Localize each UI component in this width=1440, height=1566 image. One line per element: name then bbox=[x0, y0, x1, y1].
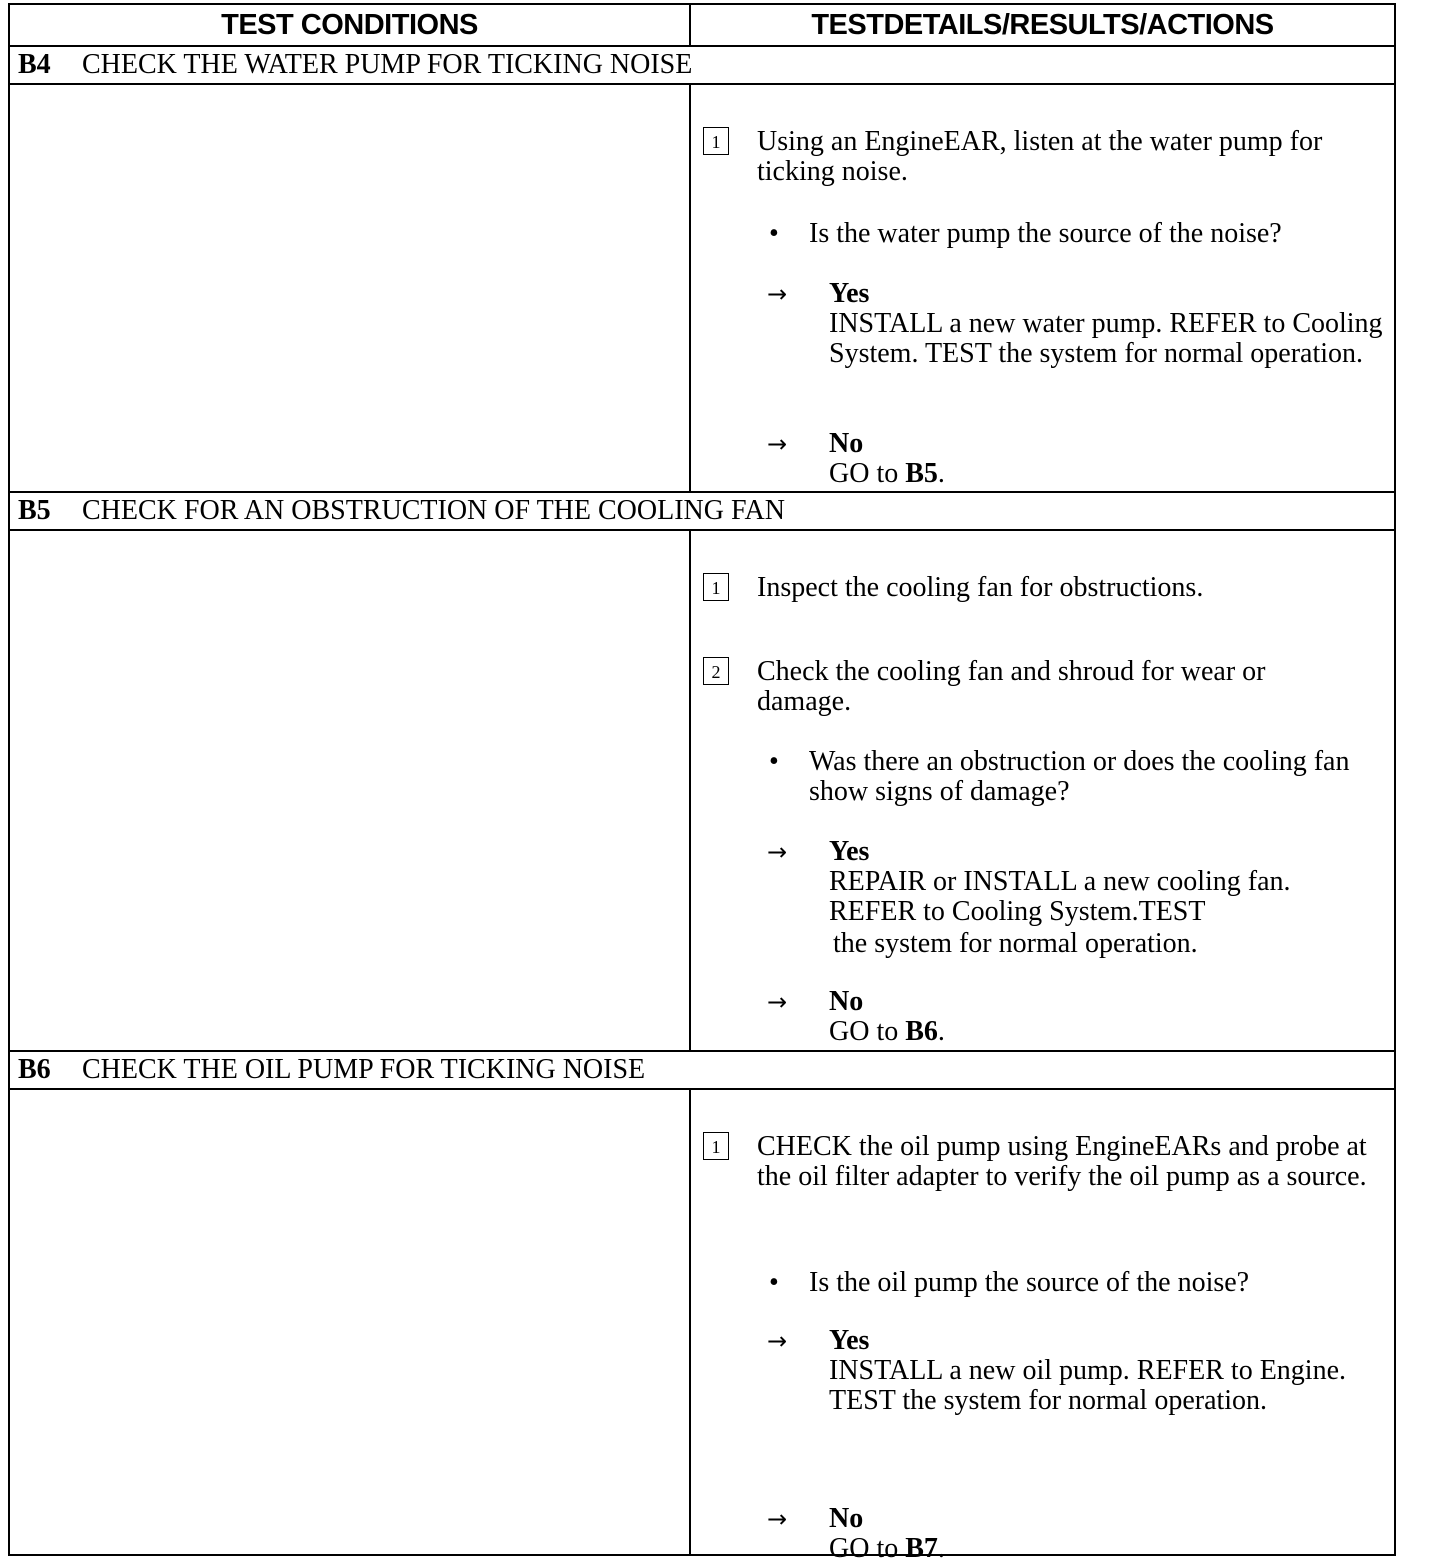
section-code: B4 bbox=[18, 49, 51, 80]
arrow-right-icon: → bbox=[767, 430, 788, 458]
section-b6-title bbox=[10, 1052, 1394, 1090]
result-yes bbox=[767, 1326, 1394, 1416]
step-number-box: 1 bbox=[703, 1132, 729, 1160]
result-action bbox=[829, 1017, 1409, 1047]
test-conditions-cell bbox=[10, 531, 691, 1050]
step-number-box: 2 bbox=[703, 657, 729, 685]
section-heading: CHECK THE WATER PUMP FOR TICKING NOISE bbox=[82, 49, 693, 80]
step-2 bbox=[703, 657, 1317, 717]
result-no bbox=[767, 1504, 1409, 1564]
goto-reference: B7 bbox=[905, 1533, 938, 1564]
result-action-line: REPAIR or INSTALL a new cooling fan. bbox=[829, 866, 1291, 897]
question-item bbox=[769, 1268, 1369, 1298]
arrow-right-icon: → bbox=[767, 838, 788, 866]
action-punct: . bbox=[937, 1533, 945, 1564]
question-text: Is the water pump the source of the noise? bbox=[809, 218, 1282, 249]
action-text: GO to bbox=[829, 1533, 906, 1564]
goto-reference: B6 bbox=[905, 1016, 938, 1047]
step-1 bbox=[703, 127, 1377, 187]
bullet-icon: • bbox=[769, 1267, 779, 1298]
step-text: Inspect the cooling fan for obstructions. bbox=[757, 572, 1204, 603]
header-test-conditions: TEST CONDITIONS bbox=[10, 5, 691, 45]
action-text: GO to bbox=[829, 458, 906, 489]
action-punct: . bbox=[937, 1016, 945, 1047]
goto-reference: B5 bbox=[905, 458, 938, 489]
section-b5-title bbox=[10, 493, 1394, 531]
step-text: Using an EngineEAR, listen at the water pump for ticking noise. bbox=[757, 126, 1323, 187]
section-b4-title bbox=[10, 47, 1394, 85]
step-1 bbox=[703, 573, 1377, 603]
section-code: B5 bbox=[18, 495, 51, 526]
question-item bbox=[769, 219, 1369, 249]
question-text: Is the oil pump the source of the noise? bbox=[809, 1267, 1250, 1298]
result-label: Yes bbox=[829, 1325, 870, 1356]
question-item bbox=[769, 747, 1354, 807]
result-no bbox=[767, 987, 1409, 1047]
section-code: B6 bbox=[18, 1054, 51, 1085]
section-heading: CHECK THE OIL PUMP FOR TICKING NOISE bbox=[82, 1054, 646, 1085]
test-details-cell bbox=[691, 531, 1394, 1050]
test-details-cell bbox=[691, 1090, 1394, 1564]
test-conditions-cell bbox=[10, 1090, 691, 1554]
diagnostic-table bbox=[8, 3, 1396, 1564]
section-b5-body bbox=[10, 531, 1394, 1052]
result-action-line: the system for normal operation. bbox=[833, 928, 1198, 959]
question-text: Was there an obstruction or does the cooling fan show signs of damage? bbox=[809, 746, 1350, 807]
arrow-right-icon: → bbox=[767, 1505, 788, 1533]
result-action-line: REFER to Cooling System.TEST bbox=[829, 896, 1206, 927]
step-text: Check the cooling fan and shroud for wear or damage. bbox=[757, 656, 1266, 717]
section-b4-body bbox=[10, 85, 1394, 493]
arrow-right-icon: → bbox=[767, 280, 788, 308]
arrow-right-icon: → bbox=[767, 988, 788, 1016]
result-label: Yes bbox=[829, 278, 870, 309]
action-text: GO to bbox=[829, 1016, 906, 1047]
test-conditions-cell bbox=[10, 85, 691, 491]
step-number-box: 1 bbox=[703, 573, 729, 601]
result-action: INSTALL a new water pump. REFER to Cooling System. TEST the system for normal operation. bbox=[829, 308, 1383, 369]
result-label: No bbox=[829, 1503, 864, 1534]
result-label: No bbox=[829, 428, 864, 459]
result-no bbox=[767, 429, 1409, 489]
table-header bbox=[10, 5, 1394, 47]
bullet-icon: • bbox=[769, 746, 779, 777]
section-b6-body bbox=[10, 1090, 1394, 1564]
result-label: Yes bbox=[829, 836, 870, 867]
bullet-icon: • bbox=[769, 218, 779, 249]
result-action bbox=[829, 459, 1409, 489]
result-action bbox=[829, 1534, 1409, 1564]
result-yes bbox=[767, 837, 1291, 959]
section-heading: CHECK FOR AN OBSTRUCTION OF THE COOLING FAN bbox=[82, 495, 785, 526]
result-action: INSTALL a new oil pump. REFER to Engine. TEST the system for normal operation. bbox=[829, 1355, 1347, 1416]
result-label: No bbox=[829, 986, 864, 1017]
arrow-right-icon: → bbox=[767, 1327, 788, 1355]
step-text: CHECK the oil pump using EngineEARs and probe at the oil filter adapter to verify the oil pump as a source. bbox=[757, 1131, 1367, 1192]
step-number-box: 1 bbox=[703, 127, 729, 155]
result-yes bbox=[767, 279, 1399, 369]
test-details-cell bbox=[691, 85, 1394, 491]
header-test-details: TESTDETAILS/RESULTS/ACTIONS bbox=[811, 8, 1274, 41]
action-punct: . bbox=[937, 458, 945, 489]
step-1 bbox=[703, 1132, 1372, 1192]
